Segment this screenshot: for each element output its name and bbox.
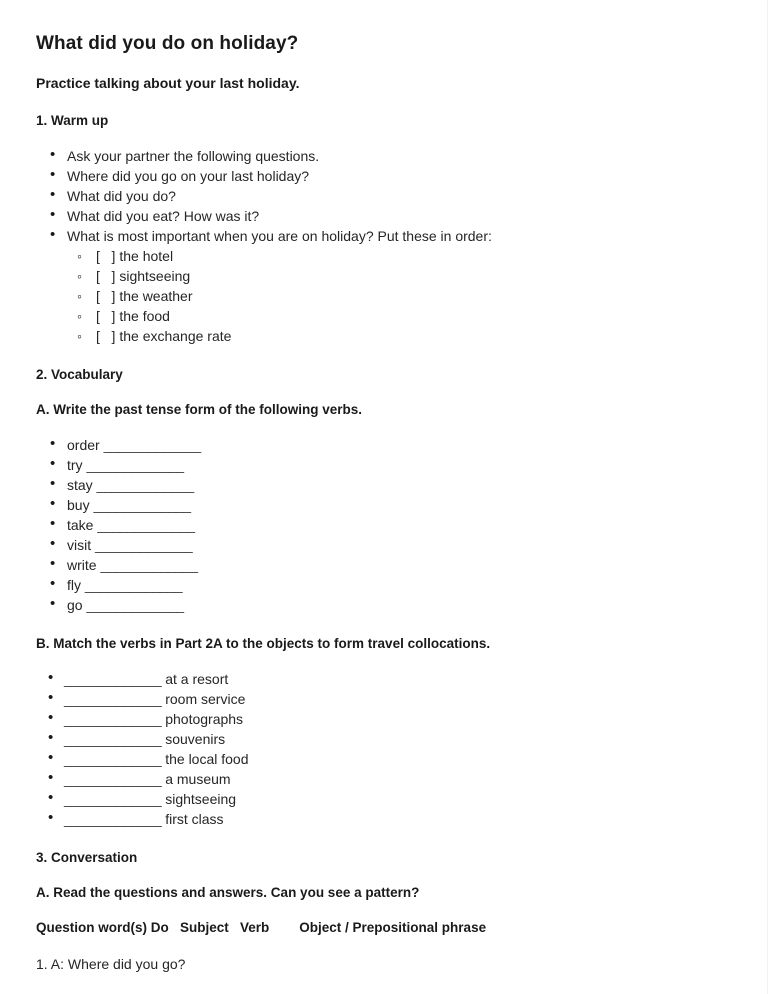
verb-label: go [67, 597, 83, 613]
list-item: • What did you eat? How was it? [36, 206, 731, 226]
answer-blank[interactable]: _____________ [64, 691, 162, 707]
list-item: • Ask your partner the following questions. [36, 146, 731, 166]
answer-blank[interactable]: _____________ [103, 437, 201, 453]
collocation-object: photographs [165, 711, 244, 727]
warm-up-question-list [36, 146, 731, 346]
list-item: • Where did you go on your last holiday? [36, 166, 731, 186]
list-item [36, 769, 731, 789]
task-heading-2b: B. Match the verbs in Part 2A to the objects to form travel collocations. [36, 636, 491, 651]
collocation-object: the local food [165, 751, 249, 767]
answer-blank[interactable]: _____________ [100, 557, 198, 573]
verb-label: take [67, 517, 94, 533]
list-item [36, 595, 731, 615]
ranking-item[interactable]: ◦ [ ] the food [67, 306, 731, 326]
verb-label: visit [67, 537, 92, 553]
answer-blank[interactable]: _____________ [97, 517, 195, 533]
list-item [36, 809, 731, 829]
answer-blank[interactable]: _____________ [64, 671, 162, 687]
task-heading-3a: A. Read the questions and answers. Can you see a pattern? [36, 885, 420, 900]
past-tense-verb-list [36, 435, 731, 615]
answer-blank[interactable]: _____________ [64, 771, 162, 787]
answer-blank[interactable]: _____________ [64, 731, 162, 747]
answer-blank[interactable]: _____________ [64, 751, 162, 767]
answer-blank[interactable]: _____________ [96, 477, 194, 493]
list-item [36, 226, 731, 346]
list-item [36, 535, 731, 555]
ranking-item-list [67, 246, 731, 346]
list-item [36, 475, 731, 495]
answer-blank[interactable]: _____________ [64, 711, 162, 727]
collocation-object: at a resort [165, 671, 229, 687]
verb-label: write [67, 557, 97, 573]
answer-blank[interactable]: _____________ [86, 457, 184, 473]
list-item [36, 729, 731, 749]
verb-label: buy [67, 497, 90, 513]
page-title: What did you do on holiday? [36, 33, 299, 54]
answer-blank[interactable]: _____________ [86, 597, 184, 613]
answer-blank[interactable]: _____________ [64, 811, 162, 827]
list-item: • What did you do? [36, 186, 731, 206]
list-item [36, 709, 731, 729]
ranking-item[interactable]: ◦ [ ] the weather [67, 286, 731, 306]
section-heading-vocabulary: 2. Vocabulary [36, 367, 123, 382]
list-item [36, 689, 731, 709]
list-item [36, 789, 731, 809]
collocation-list [36, 669, 731, 829]
conversation-example-line: 1. A: Where did you go? [36, 956, 186, 972]
list-item [36, 575, 731, 595]
verb-label: fly [67, 577, 81, 593]
answer-blank[interactable]: _____________ [64, 791, 162, 807]
list-item [36, 555, 731, 575]
list-item [36, 749, 731, 769]
task-heading-2a: A. Write the past tense form of the following verbs. [36, 402, 363, 417]
verb-label: try [67, 457, 83, 473]
collocation-object: sightseeing [165, 791, 237, 807]
list-item [36, 669, 731, 689]
section-heading-warm-up: 1. Warm up [36, 113, 109, 128]
list-item [36, 435, 731, 455]
answer-blank[interactable]: _____________ [95, 537, 193, 553]
verb-label: stay [67, 477, 93, 493]
verb-label: order [67, 437, 100, 453]
list-item [36, 455, 731, 475]
ranking-item[interactable]: ◦ [ ] the hotel [67, 246, 731, 266]
answer-blank[interactable]: _____________ [93, 497, 191, 513]
ranking-item[interactable]: ◦ [ ] sightseeing [67, 266, 731, 286]
collocation-object: room service [165, 691, 246, 707]
collocation-object: first class [165, 811, 224, 827]
sentence-structure-column-header: Question word(s) Do Subject Verb Object / Prepositional phrase [36, 920, 487, 935]
collocation-object: a museum [165, 771, 231, 787]
collocation-object: souvenirs [165, 731, 226, 747]
list-item-label: What is most important when you are on holiday? Put these in order: [67, 228, 492, 244]
list-item [36, 515, 731, 535]
answer-blank[interactable]: _____________ [84, 577, 183, 593]
page-subtitle: Practice talking about your last holiday. [36, 75, 300, 91]
list-item [36, 495, 731, 515]
section-heading-conversation: 3. Conversation [36, 850, 138, 865]
ranking-item[interactable]: ◦ [ ] the exchange rate [67, 326, 731, 346]
